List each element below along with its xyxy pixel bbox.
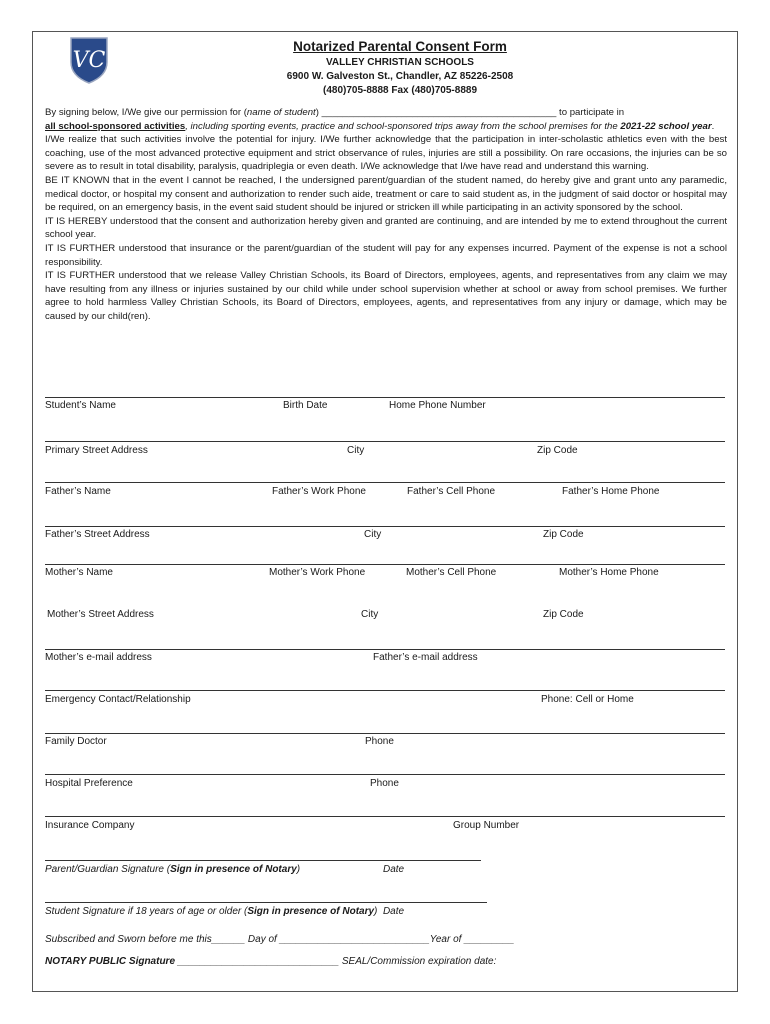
label-mother-name: Mother’s Name bbox=[45, 567, 113, 578]
label-student-signature: Student Signature if 18 years of age or older (Sign in presence of Notary) Date bbox=[45, 906, 405, 917]
label-parent-signature: Parent/Guardian Signature (Sign in presence of Notary) bbox=[45, 864, 301, 875]
emergency-line[interactable] bbox=[45, 690, 725, 691]
label-mother-email: Mother’s e-mail address bbox=[45, 652, 152, 663]
consent-paragraph-release: IT IS FURTHER understood that we release Valley Christian Schools, its Board of Directors, employees, agents, and representatives from any claim we may have resulting from any illness or injuries sustained by our child while under school supervision whether at school or away from school premises. We further agree to hold harmless Valley Christian Schools, its Board of Directors, employees, agents, and representatives from any injury or damage, which may be caused by our child(ren). bbox=[45, 270, 727, 322]
label-mother-cell-phone: Mother’s Cell Phone bbox=[406, 567, 497, 578]
label-emergency-phone: Phone: Cell or Home bbox=[541, 694, 634, 705]
consent-text bbox=[45, 106, 727, 324]
label-insurance-company: Insurance Company bbox=[45, 820, 135, 831]
consent-paragraph-warning: I/We realize that such activities involve the potential for injury. I/We further acknowledge that the participation in inter-scholastic athletics even with the best coaching, use of the most advanced protective equipment and strict observance of rules, injuries are still a possibility. On rare occasions, the injuries can be so severe as to result in total disability, paralysis, quadriplegia or even death. I/We acknowledge that I/we have read and understand this warning. bbox=[45, 134, 727, 173]
vc-shield-logo-icon bbox=[69, 36, 109, 84]
student-info-line[interactable] bbox=[45, 397, 725, 398]
subscribed-sworn-line[interactable]: Subscribed and Sworn before me this______ Day of ___________________________Year of _________ bbox=[45, 934, 515, 945]
label-birth-date: Birth Date bbox=[283, 400, 328, 411]
school-address: 6900 W. Galveston St., Chandler, AZ 85226-2508 bbox=[286, 71, 514, 82]
label-mother-address: Mother’s Street Address bbox=[47, 609, 154, 620]
label-hospital-phone: Phone bbox=[370, 778, 399, 789]
father-address-line[interactable] bbox=[45, 526, 725, 527]
father-info-line[interactable] bbox=[45, 482, 725, 483]
label-city: City bbox=[361, 609, 379, 620]
label-emergency-contact: Emergency Contact/Relationship bbox=[45, 694, 191, 705]
insurance-line[interactable] bbox=[45, 816, 725, 817]
school-name: VALLEY CHRISTIAN SCHOOLS bbox=[326, 57, 474, 68]
label-home-phone: Home Phone Number bbox=[389, 400, 486, 411]
student-signature-line[interactable] bbox=[45, 902, 487, 903]
label-father-work-phone: Father’s Work Phone bbox=[272, 486, 366, 497]
label-zip: Zip Code bbox=[543, 529, 584, 540]
label-mother-work-phone: Mother’s Work Phone bbox=[269, 567, 366, 578]
consent-paragraph-medical: BE IT KNOWN that in the event I cannot be reached, I the undersigned parent/guardian of the student named, do hereby give and grant unto any paramedic, medical doctor, or hospital my consent and authorization to render such aide, treatment or care to said student as, in the judgment of said doctor or hospital may be required, on an emergency basis, in the event said student should be injured or stricken ill while participating in an activity sponsored by the school. bbox=[45, 174, 727, 214]
label-city: City bbox=[347, 445, 365, 456]
label-group-number: Group Number bbox=[453, 820, 520, 831]
mother-info-line[interactable] bbox=[45, 564, 725, 565]
label-student-name: Student’s Name bbox=[45, 400, 116, 411]
consent-paragraph-continuing: IT IS HEREBY understood that the consent and authorization hereby given and granted are continuing, and are intended by me to extend throughout the current school year. bbox=[45, 215, 727, 241]
label-mother-home-phone: Mother’s Home Phone bbox=[559, 567, 659, 578]
label-zip: Zip Code bbox=[537, 445, 578, 456]
parent-signature-line[interactable] bbox=[45, 860, 481, 861]
svg-text:VC: VC bbox=[72, 48, 106, 73]
label-father-cell-phone: Father’s Cell Phone bbox=[407, 486, 496, 497]
label-hospital-preference: Hospital Preference bbox=[45, 778, 133, 789]
label-father-name: Father’s Name bbox=[45, 486, 111, 497]
school-phone-fax: (480)705-8888 Fax (480)705-8889 bbox=[323, 85, 477, 96]
label-zip: Zip Code bbox=[543, 609, 584, 620]
primary-address-line[interactable] bbox=[45, 441, 725, 442]
consent-paragraph-expenses: IT IS FURTHER understood that insurance or the parent/guardian of the student will pay for any expenses incurred. Payment of the expense is not a school responsibility. bbox=[45, 242, 727, 268]
family-doctor-line[interactable] bbox=[45, 733, 725, 734]
label-father-home-phone: Father’s Home Phone bbox=[562, 486, 660, 497]
email-line[interactable] bbox=[45, 649, 725, 650]
notary-signature-line[interactable]: NOTARY PUBLIC Signature _____________________________ SEAL/Commission expiration date: bbox=[45, 956, 497, 967]
consent-paragraph-permission: By signing below, I/We give our permission for (name of student) ____________________________________________ to participate in all school-sponsored activities, including sporting events, practice and school-sponsored trips away from the school premises for the 2021-22 school year. bbox=[45, 107, 715, 132]
hospital-line[interactable] bbox=[45, 774, 725, 775]
label-primary-address: Primary Street Address bbox=[45, 445, 148, 456]
label-father-address: Father’s Street Address bbox=[45, 529, 150, 540]
label-parent-date: Date bbox=[383, 864, 405, 875]
label-doctor-phone: Phone bbox=[365, 736, 394, 747]
label-city: City bbox=[364, 529, 382, 540]
label-father-email: Father’s e-mail address bbox=[373, 652, 478, 663]
label-family-doctor: Family Doctor bbox=[45, 736, 107, 747]
form-title: Notarized Parental Consent Form bbox=[293, 39, 507, 54]
